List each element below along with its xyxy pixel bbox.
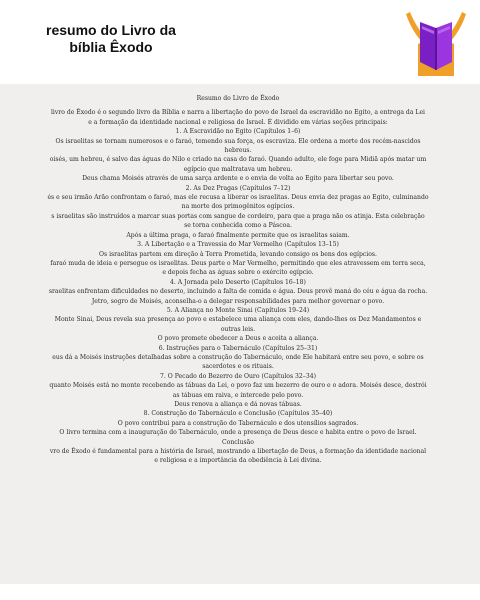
header-title-line-1: resumo do Livro da bbox=[46, 22, 176, 38]
section-heading: 4. A Jornada pelo Deserto (Capítulos 16–18) bbox=[170, 278, 306, 286]
text-line: O povo promete obedecer a Deus e aceita a aliança. bbox=[157, 335, 319, 343]
section-heading: 6. Instruções para o Tabernáculo (Capítulos 25–31) bbox=[158, 344, 318, 352]
text-line: O povo contribui para a construção do Tabernáculo e dos utensílios sagrados. bbox=[117, 419, 359, 427]
text-line: faraó muda de ideia e persegue os israelitas. Deus parte o Mar Vermelho, permitindo que eles atravessem em terra seca, bbox=[50, 259, 426, 267]
conclusion-heading: Conclusão bbox=[222, 438, 254, 446]
text-line: na morte dos primogênitos egípcios. bbox=[181, 203, 295, 211]
text-line: oisés, um hebreu, é salvo das águas do Nilo e criado na casa do faraó. Quando adulto, ele foge para Midiã após matar um bbox=[49, 156, 427, 164]
text-line: eus dá a Moisés instruções detalhadas sobre a construção do Tabernáculo, onde Ele habitará entre seu povo, e sobre os bbox=[52, 353, 424, 361]
text-line: s israelitas são instruídos a marcar suas portas com sangue de cordeiro, para que a praga não os atinja. Esta celebração bbox=[51, 212, 425, 220]
text-line: Deus chama Moisés através de uma sarça ardente e o envia de volta ao Egito para libertar seu povo. bbox=[82, 175, 394, 183]
text-line: as tábuas em raiva, e intercede pelo povo. bbox=[172, 391, 304, 399]
header-banner bbox=[0, 0, 480, 76]
text-line: e depois fecha as águas sobre o exército egípcio. bbox=[162, 269, 314, 277]
text-line: Monte Sinai, Deus revela sua presença ao povo e estabelece uma aliança com eles, dando-lhes os Dez Mandamentos e bbox=[54, 316, 422, 324]
text-line: quanto Moisés está no monte recebendo as tábuas da Lei, o povo faz um bezerro de ouro e o adora. Moisés desce, destrói bbox=[49, 382, 427, 390]
text-line: vro de Êxodo é fundamental para a história de Israel, mostrando a libertação de Deus, a formação da identidade nacional bbox=[49, 448, 427, 456]
section-heading: 5. A Aliança no Monte Sinai (Capítulos 19–24) bbox=[166, 306, 310, 314]
text-line: e religiosa e a importância da obediência à Lei divina. bbox=[154, 457, 322, 465]
text-line: hebreus. bbox=[224, 147, 252, 155]
section-heading: 3. A Libertação e a Travessia do Mar Vermelho (Capítulos 13–15) bbox=[137, 241, 339, 249]
text-line: egípcio que maltratava um hebreu. bbox=[183, 165, 293, 173]
document-title: Resumo do Livro de Êxodo bbox=[196, 95, 280, 102]
text-line: sraelitas enfrentam dificuldades no deserto, incluindo a falta de comida e água. Deus provê maná do céu e água da rocha. bbox=[48, 288, 428, 296]
text-line: Jetro, sogro de Moisés, aconselha-o a delegar responsabilidades para melhor governar o povo. bbox=[91, 297, 385, 305]
section-heading: 1. A Escravidão no Egito (Capítulos 1–6) bbox=[175, 128, 301, 136]
text-line: e a formação da identidade nacional e religiosa de Israel. É dividido em várias seções principais: bbox=[88, 118, 388, 126]
document-body bbox=[0, 94, 480, 466]
text-line: Deus renova a aliança e dá novas tábuas. bbox=[174, 401, 302, 408]
text-line: sacerdotes e os rituais. bbox=[202, 363, 274, 371]
header-title bbox=[36, 22, 186, 56]
text-line: és e seu irmão Arão confrontam o faraó, mas ele recusa a liberar os israelitas. Deus envia dez pragas ao Egito, culminando bbox=[47, 194, 429, 202]
section-heading: 2. As Dez Pragas (Capítulos 7–12) bbox=[185, 184, 291, 192]
document-page bbox=[0, 84, 480, 584]
text-line: se torna conhecida como a Páscoa. bbox=[184, 222, 292, 230]
text-line: Os israelitas partem em direção à Terra Prometida, levando consigo os bens dos egípcios. bbox=[99, 250, 377, 258]
book-reader-icon bbox=[400, 4, 472, 76]
text-line: Os israelitas se tornam numerosos e o faraó, temendo sua força, os escraviza. Ele ordena a morte dos recém-nascidos bbox=[55, 137, 421, 145]
section-heading: 7. O Pecado do Bezerro de Ouro (Capítulos 32–34) bbox=[160, 372, 316, 380]
text-line: outras leis. bbox=[220, 325, 256, 333]
header-title-line-2: bíblia Êxodo bbox=[69, 39, 153, 55]
section-heading: 8. Construção do Tabernáculo e Conclusão (Capítulos 35–40) bbox=[143, 410, 333, 418]
text-line: livro de Êxodo é o segundo livro da Bíblia e narra a libertação do povo de Israel da escravidão no Egito, a entrega da Lei bbox=[50, 109, 426, 117]
text-line: Após a última praga, o faraó finalmente permite que os israelitas saiam. bbox=[126, 231, 350, 239]
text-line: O livro termina com a inauguração do Tabernáculo, onde a presença de Deus desce e habita entre o povo de Israel. bbox=[59, 429, 417, 437]
